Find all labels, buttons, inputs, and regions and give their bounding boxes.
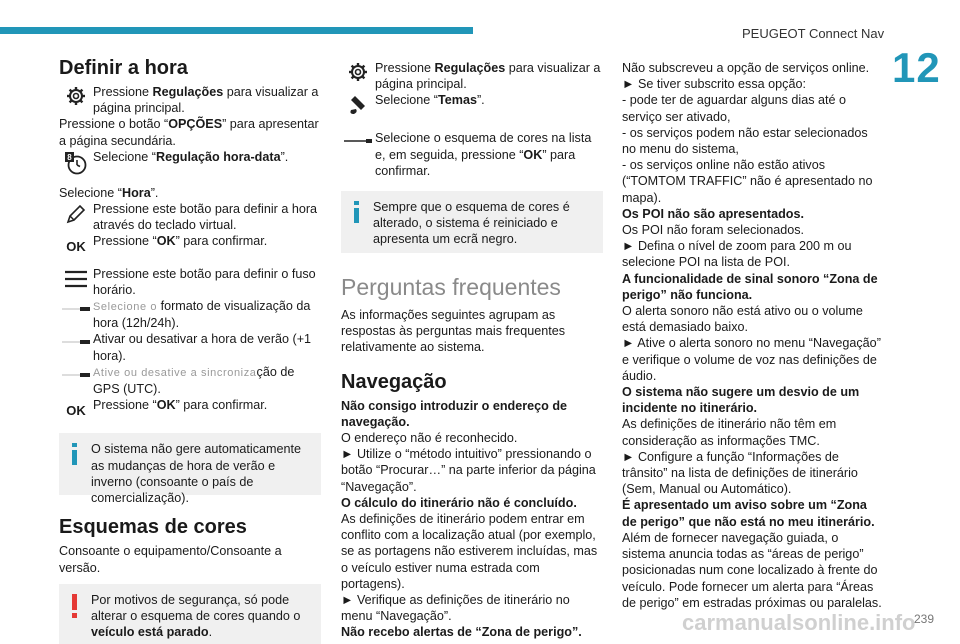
faq-answer: Os POI não foram selecionados. bbox=[622, 223, 805, 238]
faq-question: Não consigo introduzir o endereço de navegação. bbox=[341, 398, 568, 429]
paragraph: Consoante o equipamento/Consoante a versão. bbox=[59, 544, 282, 575]
faq-answer: O endereço não é reconhecido. bbox=[341, 431, 518, 446]
step-text: Pressione este botão para definir a hora através do teclado virtual. bbox=[93, 202, 318, 233]
step-text: Ativar ou desativar a hora de verão (+1 hora). bbox=[93, 332, 312, 363]
brush-icon bbox=[341, 92, 375, 116]
faq-solution: ► Configure a função “Informações de trânsito” na lista de definições de itinerário (Sem, Manual ou Automático). bbox=[622, 449, 858, 497]
step-text: Selecione o formato de visualização da hora (12h/24h). bbox=[93, 299, 311, 331]
faq-answer: As definições de itinerário não têm em consideração as informações TMC. bbox=[622, 417, 837, 448]
step-text: Ative ou desative a sincronização de GPS (UTC). bbox=[93, 364, 295, 397]
step-confirm bbox=[59, 397, 321, 419]
clock-icon bbox=[59, 149, 93, 175]
section-title-navigation: Navegação bbox=[341, 370, 447, 393]
step-confirm bbox=[59, 233, 321, 255]
warning-box bbox=[59, 584, 321, 644]
step-select-hour: Selecione “Hora”. bbox=[59, 185, 159, 200]
header-accent-bar bbox=[0, 27, 473, 34]
list-item: - pode ter de aguardar alguns dias até o serviço ser ativado, bbox=[622, 93, 847, 124]
info-text: O sistema não gere automaticamente as mudanças de hora de verão e inverno (consoante o país de comercialização). bbox=[91, 442, 302, 506]
info-icon bbox=[353, 201, 361, 227]
faq-question: Não recebo alertas de “Zona de perigo”. bbox=[341, 625, 582, 640]
section-title-faq: Perguntas frequentes bbox=[341, 274, 561, 301]
ok-icon: OK bbox=[66, 403, 86, 419]
faq-solution: ► Ative o alerta sonoro no menu “Navegação” e verifique o volume de voz nas definições de áudio. bbox=[622, 336, 881, 383]
faq-question: O sistema não sugere um desvio de um incidente no itinerário. bbox=[622, 385, 860, 416]
faq-answer: As definições de itinerário podem entrar em conflito com a localização atual (por exemplo, se as portagens não estiverem incluídas, mas o veículo estiver numa estrada com portagens). bbox=[341, 512, 598, 591]
step-text: Selecione “Temas”. bbox=[375, 93, 485, 108]
watermark: carmanualsonline.info bbox=[682, 610, 916, 635]
faq-question: É apresentado um aviso sobre um “Zona de perigo” que não está no meu itinerário. bbox=[622, 498, 875, 529]
step-text: Selecione “Regulação hora-data”. bbox=[93, 149, 289, 164]
step-dst bbox=[59, 331, 321, 363]
step-themes bbox=[341, 92, 603, 116]
svg-text:8: 8 bbox=[67, 152, 72, 162]
step-text: Pressione “OK” para confirmar. bbox=[93, 234, 268, 249]
faq-question: O cálculo do itinerário não é concluído. bbox=[341, 495, 577, 510]
section-title-colors: Esquemas de cores bbox=[59, 516, 247, 539]
toggle-icon bbox=[59, 331, 93, 345]
chapter-number: 12 bbox=[892, 44, 941, 91]
faq-question: Os POI não são apresentados. bbox=[622, 206, 804, 221]
step-timezone bbox=[59, 266, 321, 298]
step-text: Pressione Regulações para visualizar a página principal. bbox=[93, 85, 319, 116]
step-select-scheme bbox=[341, 130, 603, 179]
page-number: 239 bbox=[914, 612, 935, 626]
section-title-time: Definir a hora bbox=[59, 57, 188, 79]
gear-icon bbox=[59, 84, 93, 106]
faq-solution: ► Defina o nível de zoom para 200 m ou selecione POI na lista de POI. bbox=[622, 239, 852, 270]
step-keyboard bbox=[59, 201, 321, 233]
step-text: Selecione o esquema de cores na lista e, em seguida, pressione “OK” para confirmar. bbox=[375, 131, 592, 178]
info-box-scheme bbox=[341, 191, 603, 253]
list-item: - os serviços podem não estar selecionados no menu do sistema, bbox=[622, 125, 868, 157]
faq-solution: ► Utilize o “método intuitivo” pressionando o botão “Procurar…” na parte inferior da página “Navegação”. bbox=[341, 447, 596, 494]
list-item: - os serviços online não estão ativos (“TOMTOM TRAFFIC” não é apresentado no mapa). bbox=[622, 158, 873, 205]
faq-solution: ► Verifique as definições de itinerário no menu “Navegação”. bbox=[341, 593, 570, 624]
header-title: PEUGEOT Connect Nav bbox=[742, 26, 885, 41]
info-icon bbox=[71, 443, 79, 469]
faq-answer: Além de fornecer navegação guiada, o sistema anuncia todas as “áreas de perigo” posicionadas num cone localizado à frente do veículo. Pode fornecer um alerta para “Áreas de perigo” em estradas próximas ou paralelas. bbox=[622, 530, 882, 610]
step-text: Pressione “OK” para confirmar. bbox=[93, 398, 268, 413]
column-2 bbox=[341, 60, 603, 641]
warning-icon bbox=[71, 594, 79, 622]
step-settings bbox=[59, 84, 321, 116]
faq-question: A funcionalidade de sinal sonoro “Zona de perigo” não funciona. bbox=[622, 271, 878, 302]
ok-icon: OK bbox=[66, 239, 86, 255]
list-item-icon bbox=[341, 130, 375, 144]
column-1 bbox=[59, 56, 321, 644]
menu-icon bbox=[59, 266, 93, 290]
toggle-icon bbox=[59, 298, 93, 312]
step-settings bbox=[341, 60, 603, 92]
warning-text: Por motivos de segurança, só pode alterar o esquema de cores quando o veículo está parado. bbox=[91, 592, 301, 640]
step-text: Pressione Regulações para visualizar a página principal. bbox=[375, 61, 601, 92]
step-gps-sync bbox=[59, 364, 321, 397]
step-format bbox=[59, 298, 321, 331]
faq-solution: ► Se tiver subscrito essa opção: bbox=[622, 77, 806, 92]
step-options: Pressione o botão “OPÇÕES” para apresentar a página secundária. bbox=[59, 117, 319, 148]
info-text: Sempre que o esquema de cores é alterado, o sistema é reiniciado e apresenta um ecrã negro. bbox=[373, 200, 570, 247]
gear-icon bbox=[341, 60, 375, 82]
step-text: Pressione este botão para definir o fuso horário. bbox=[93, 266, 316, 297]
info-box-dst bbox=[59, 433, 321, 506]
pencil-icon bbox=[59, 201, 93, 225]
paragraph: Não subscreveu a opção de serviços online. bbox=[622, 61, 870, 75]
toggle-icon bbox=[59, 364, 93, 378]
faq-intro: As informações seguintes agrupam as respostas às perguntas mais frequentes relativamente ao sistema. bbox=[341, 308, 566, 355]
step-select-time-date bbox=[59, 149, 321, 175]
faq-answer: O alerta sonoro não está ativo ou o volume está demasiado baixo. bbox=[622, 304, 863, 335]
column-3 bbox=[622, 60, 884, 611]
